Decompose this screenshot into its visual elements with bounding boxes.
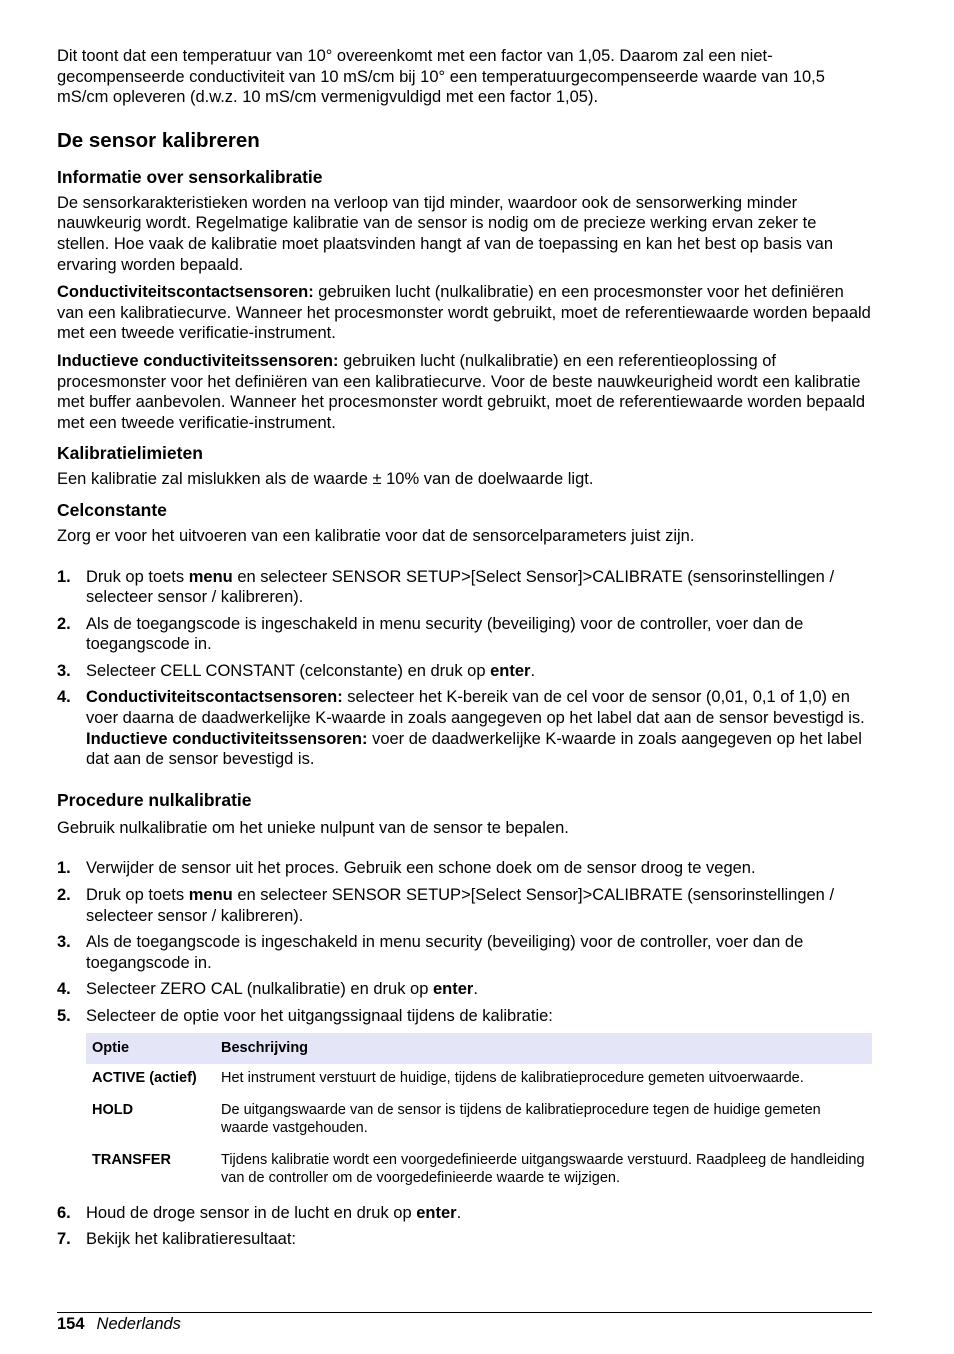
column-header-option: Optie <box>86 1033 215 1065</box>
table-row <box>86 1096 872 1146</box>
info-paragraph: De sensorkarakteristieken worden na verloop van tijd minder, waardoor ook de sensorwerking minder nauwkeurig wordt. Regelmatige kalibratie van de sensor is nodig om de precieze werking ervan zeker te stellen. Hoe vaak de kalibratie moet plaatsvinden hangt af van de toepassing en kan het best op basis van ervaring worden bepaald. <box>57 193 834 274</box>
step-number: 4. <box>57 688 71 707</box>
step-number: 1. <box>57 567 71 586</box>
description-cell: Het instrument verstuurt de huidige, tijdens de kalibratieprocedure gemeten uitvoerwaarde. <box>221 1070 804 1087</box>
step-number: 7. <box>57 1230 71 1249</box>
step-number: 2. <box>57 886 71 905</box>
step-number: 1. <box>57 859 71 878</box>
step-text: Verwijder de sensor uit het proces. Gebruik een schone doek om de sensor droog te vegen. <box>86 859 756 878</box>
menu-key-label: menu <box>188 567 233 586</box>
zero-step <box>57 885 872 926</box>
limits-paragraph: Een kalibratie zal mislukken als de waarde ± 10% van de doelwaarde ligt. <box>57 470 594 489</box>
zero-step <box>57 1006 872 1027</box>
zero-step <box>57 932 872 973</box>
zero-steps-list-continued <box>57 1203 872 1250</box>
contact-sensors-text: gebruiken lucht (nulkalibratie) en een procesmonster voor het definiëren van een kalibratiecurve. Wanneer het procesmonster wordt gebruikt, moet de referentiewaarde worden bepaald met een tweede verificatie-instrument. <box>57 283 871 343</box>
step-text: Als de toegangscode is ingeschakeld in menu security (beveiliging) voor de controller, voer dan de toegangscode in. <box>86 614 804 654</box>
zero-step <box>57 858 872 879</box>
cell-paragraph: Zorg er voor het uitvoeren van een kalibratie voor dat de sensorcelparameters juist zijn. <box>57 526 695 545</box>
option-cell: HOLD <box>92 1101 134 1118</box>
zero-step <box>57 1229 872 1250</box>
inductive-sensors-text: gebruiken lucht (nulkalibratie) en een referentieoplossing of procesmonster voor het definiëren van een kalibratiecurve. Voor de beste nauwkeurigheid wordt een kalibratie met buffer aanbevolen. Wanneer het procesmonster wordt gebruikt, moet de referentiewaarde worden bepaald met een tweede verificatie-instrument. <box>57 351 866 432</box>
table-row <box>86 1064 872 1096</box>
document-page <box>57 46 872 1256</box>
zero-step <box>57 979 872 1000</box>
step-text: . <box>530 661 536 680</box>
cell-step <box>57 687 872 769</box>
step-number: 6. <box>57 1203 71 1222</box>
column-header-description: Beschrijving <box>215 1033 872 1065</box>
step-number: 3. <box>57 661 71 680</box>
step-text: Bekijk het kalibratieresultaat: <box>86 1230 297 1249</box>
step-text: . <box>473 980 478 999</box>
page-number: 154 <box>57 1315 85 1333</box>
contact-sensors-paragraph <box>57 282 872 344</box>
step-text: en selecteer SENSOR SETUP>[Select Sensor]>CALIBRATE (sensorinstellingen / selecteer sensor / kalibreren). <box>86 886 835 925</box>
zero-step <box>57 1203 872 1224</box>
zero-heading: Procedure nulkalibratie <box>57 789 252 810</box>
step-number: 5. <box>57 1007 71 1025</box>
step-text: Als de toegangscode is ingeschakeld in menu security (beveiliging) voor de controller, voer dan de toegangscode in. <box>86 933 804 972</box>
footer-language: Nederlands <box>96 1315 181 1333</box>
step-text: Selecteer de optie voor het uitgangssignaal tijdens de kalibratie: <box>86 1007 553 1025</box>
contact-sensors-label: Conductiviteitscontactsensoren: <box>57 283 314 302</box>
cell-steps-list <box>57 567 872 770</box>
page-footer <box>57 1312 872 1335</box>
section-title: De sensor kalibreren <box>57 128 260 152</box>
enter-key-label: enter <box>416 1203 457 1222</box>
limits-heading: Kalibratielimieten <box>57 443 203 464</box>
cell-step <box>57 567 872 608</box>
description-cell: De uitgangswaarde van de sensor is tijdens de kalibratieprocedure tegen de huidige gemeten waarde vastgehouden. <box>221 1101 821 1137</box>
option-cell: TRANSFER <box>92 1151 171 1168</box>
step-text: . <box>456 1203 462 1222</box>
option-cell: ACTIVE (actief) <box>92 1070 197 1087</box>
cell-heading: Celconstante <box>57 499 167 520</box>
zero-paragraph: Gebruik nulkalibratie om het unieke nulpunt van de sensor te bepalen. <box>57 818 569 837</box>
enter-key-label: enter <box>490 661 531 680</box>
enter-key-label: enter <box>432 980 474 999</box>
step-text: selecteer het K-bereik van de cel voor de sensor (0,01, 0,1 of 1,0) en voer daarna de daadwerkelijke K-waarde in zoals aangegeven op het label dat aan de sensor bevestigd is. <box>86 688 865 728</box>
table-header-row <box>86 1033 872 1065</box>
table-row <box>86 1146 872 1196</box>
menu-key-label: menu <box>188 886 233 905</box>
inductive-sensors-label: Inductieve conductiviteitssensoren: <box>86 729 368 748</box>
cell-step <box>57 614 872 655</box>
step-number: 4. <box>57 980 71 999</box>
step-text: Selecteer ZERO CAL (nulkalibratie) en druk op <box>86 980 433 999</box>
inductive-sensors-label: Inductieve conductiviteitssensoren: <box>57 351 339 370</box>
step-text: Houd de droge sensor in de lucht en druk op <box>86 1203 417 1222</box>
step-text: en selecteer SENSOR SETUP>[Select Sensor]>CALIBRATE (sensorinstellingen / selecteer sensor / kalibreren). <box>86 567 835 607</box>
step-text: Selecteer CELL CONSTANT (celconstante) en druk op <box>86 661 491 680</box>
zero-steps-list <box>57 858 872 1026</box>
inductive-sensors-paragraph <box>57 351 872 433</box>
contact-sensors-label: Conductiviteitscontactsensoren: <box>86 688 343 707</box>
description-cell: Tijdens kalibratie wordt een voorgedefinieerde uitgangswaarde verstuurd. Raadpleeg de handleiding van de controller om de voorgedefinieerde waarde te wijzigen. <box>221 1151 865 1187</box>
step-number: 2. <box>57 614 71 633</box>
step-text: voer de daadwerkelijke K-waarde in zoals aangegeven op het label dat aan de sensor bevestigd is. <box>86 729 862 769</box>
step-number: 3. <box>57 933 71 952</box>
info-heading: Informatie over sensorkalibratie <box>57 166 323 187</box>
cell-step <box>57 661 872 682</box>
step-text: Druk op toets <box>86 886 189 905</box>
output-options-table <box>86 1033 872 1196</box>
step-text: Druk op toets <box>86 567 189 586</box>
intro-paragraph: Dit toont dat een temperatuur van 10° overeenkomt met een factor van 1,05. Daarom zal een niet-gecompenseerde conductiviteit van 10 mS/cm bij 10° een temperatuurgecompenseerde waarde van 10,5 mS/cm opleveren (d.w.z. 10 mS/cm vermenigvuldigd met een factor 1,05). <box>57 47 825 107</box>
